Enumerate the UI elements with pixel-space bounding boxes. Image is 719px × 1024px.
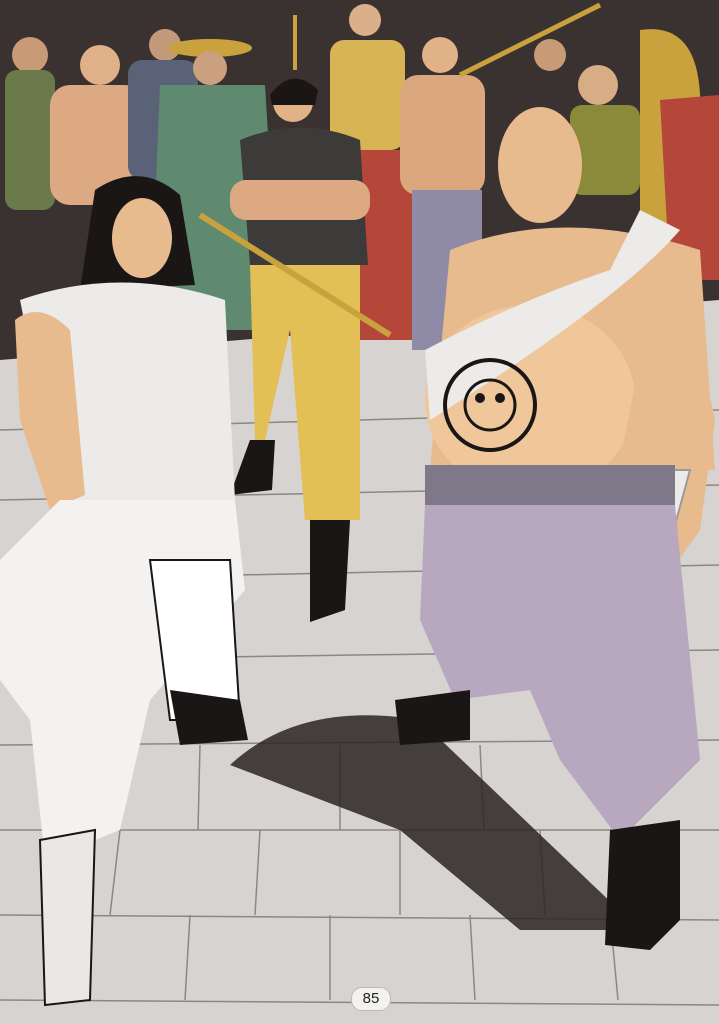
page-number: 85 bbox=[351, 987, 391, 1011]
